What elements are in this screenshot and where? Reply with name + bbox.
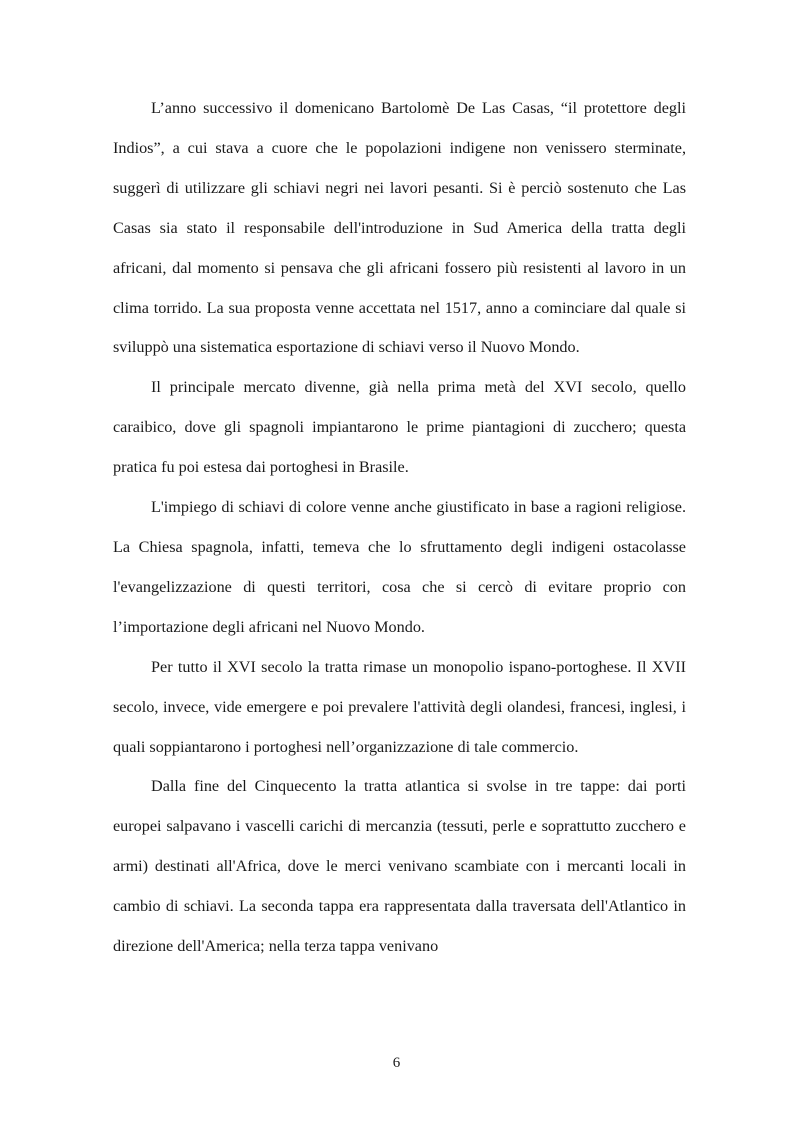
body-text bbox=[113, 89, 686, 967]
paragraph-monopoly: Per tutto il XVI secolo la tratta rimase un monopolio ispano-portoghese. Il XVII secolo, invece, vide emergere e poi prevalere l'attività degli olandesi, francesi, inglesi, i quali soppiantarono i portoghesi nell’organizzazione di tale commercio. bbox=[113, 657, 686, 756]
paragraph-las-casas: L’anno successivo il domenicano Bartolomè De Las Casas, “il protettore degli Indios”, a cui stava a cuore che le popolazioni indigene non venissero sterminate, suggerì di utilizzare gli schiavi negri nei lavori pesanti. Si è perciò sostenuto che Las Casas sia stato il responsabile dell'introduzione in Sud America della tratta degli africani, dal momento si pensava che gli africani fossero più resistenti al lavoro in un clima torrido. La sua proposta venne accettata nel 1517, anno a cominciare dal quale si sviluppò una sistematica esportazione di schiavi verso il Nuovo Mondo. bbox=[113, 99, 686, 357]
paragraph-religious-justification: L'impiego di schiavi di colore venne anche giustificato in base a ragioni religiose. La Chiesa spagnola, infatti, temeva che lo sfruttamento degli indigeni ostacolasse l'evangelizzazione di questi territori, cosa che si cercò di evitare proprio con l’importazione degli africani nel Nuovo Mondo. bbox=[113, 498, 686, 636]
paragraph-atlantic-trade-stages: Dalla fine del Cinquecento la tratta atlantica si svolse in tre tappe: dai porti europei salpavano i vascelli carichi di mercanzia (tessuti, perle e soprattutto zucchero e armi) destinati all'Africa, dove le merci venivano scambiate con i mercanti locali in cambio di schiavi. La seconda tappa era rappresentata dalla traversata dell'Atlantico in direzione dell'America; nella terza tappa venivano bbox=[113, 777, 686, 956]
paragraph-caribbean-market: Il principale mercato divenne, già nella prima metà del XVI secolo, quello caraibico, dove gli spagnoli impiantarono le prime piantagioni di zucchero; questa pratica fu poi estesa dai portoghesi in Brasile. bbox=[113, 378, 686, 477]
page-number: 6 bbox=[392, 1055, 401, 1071]
